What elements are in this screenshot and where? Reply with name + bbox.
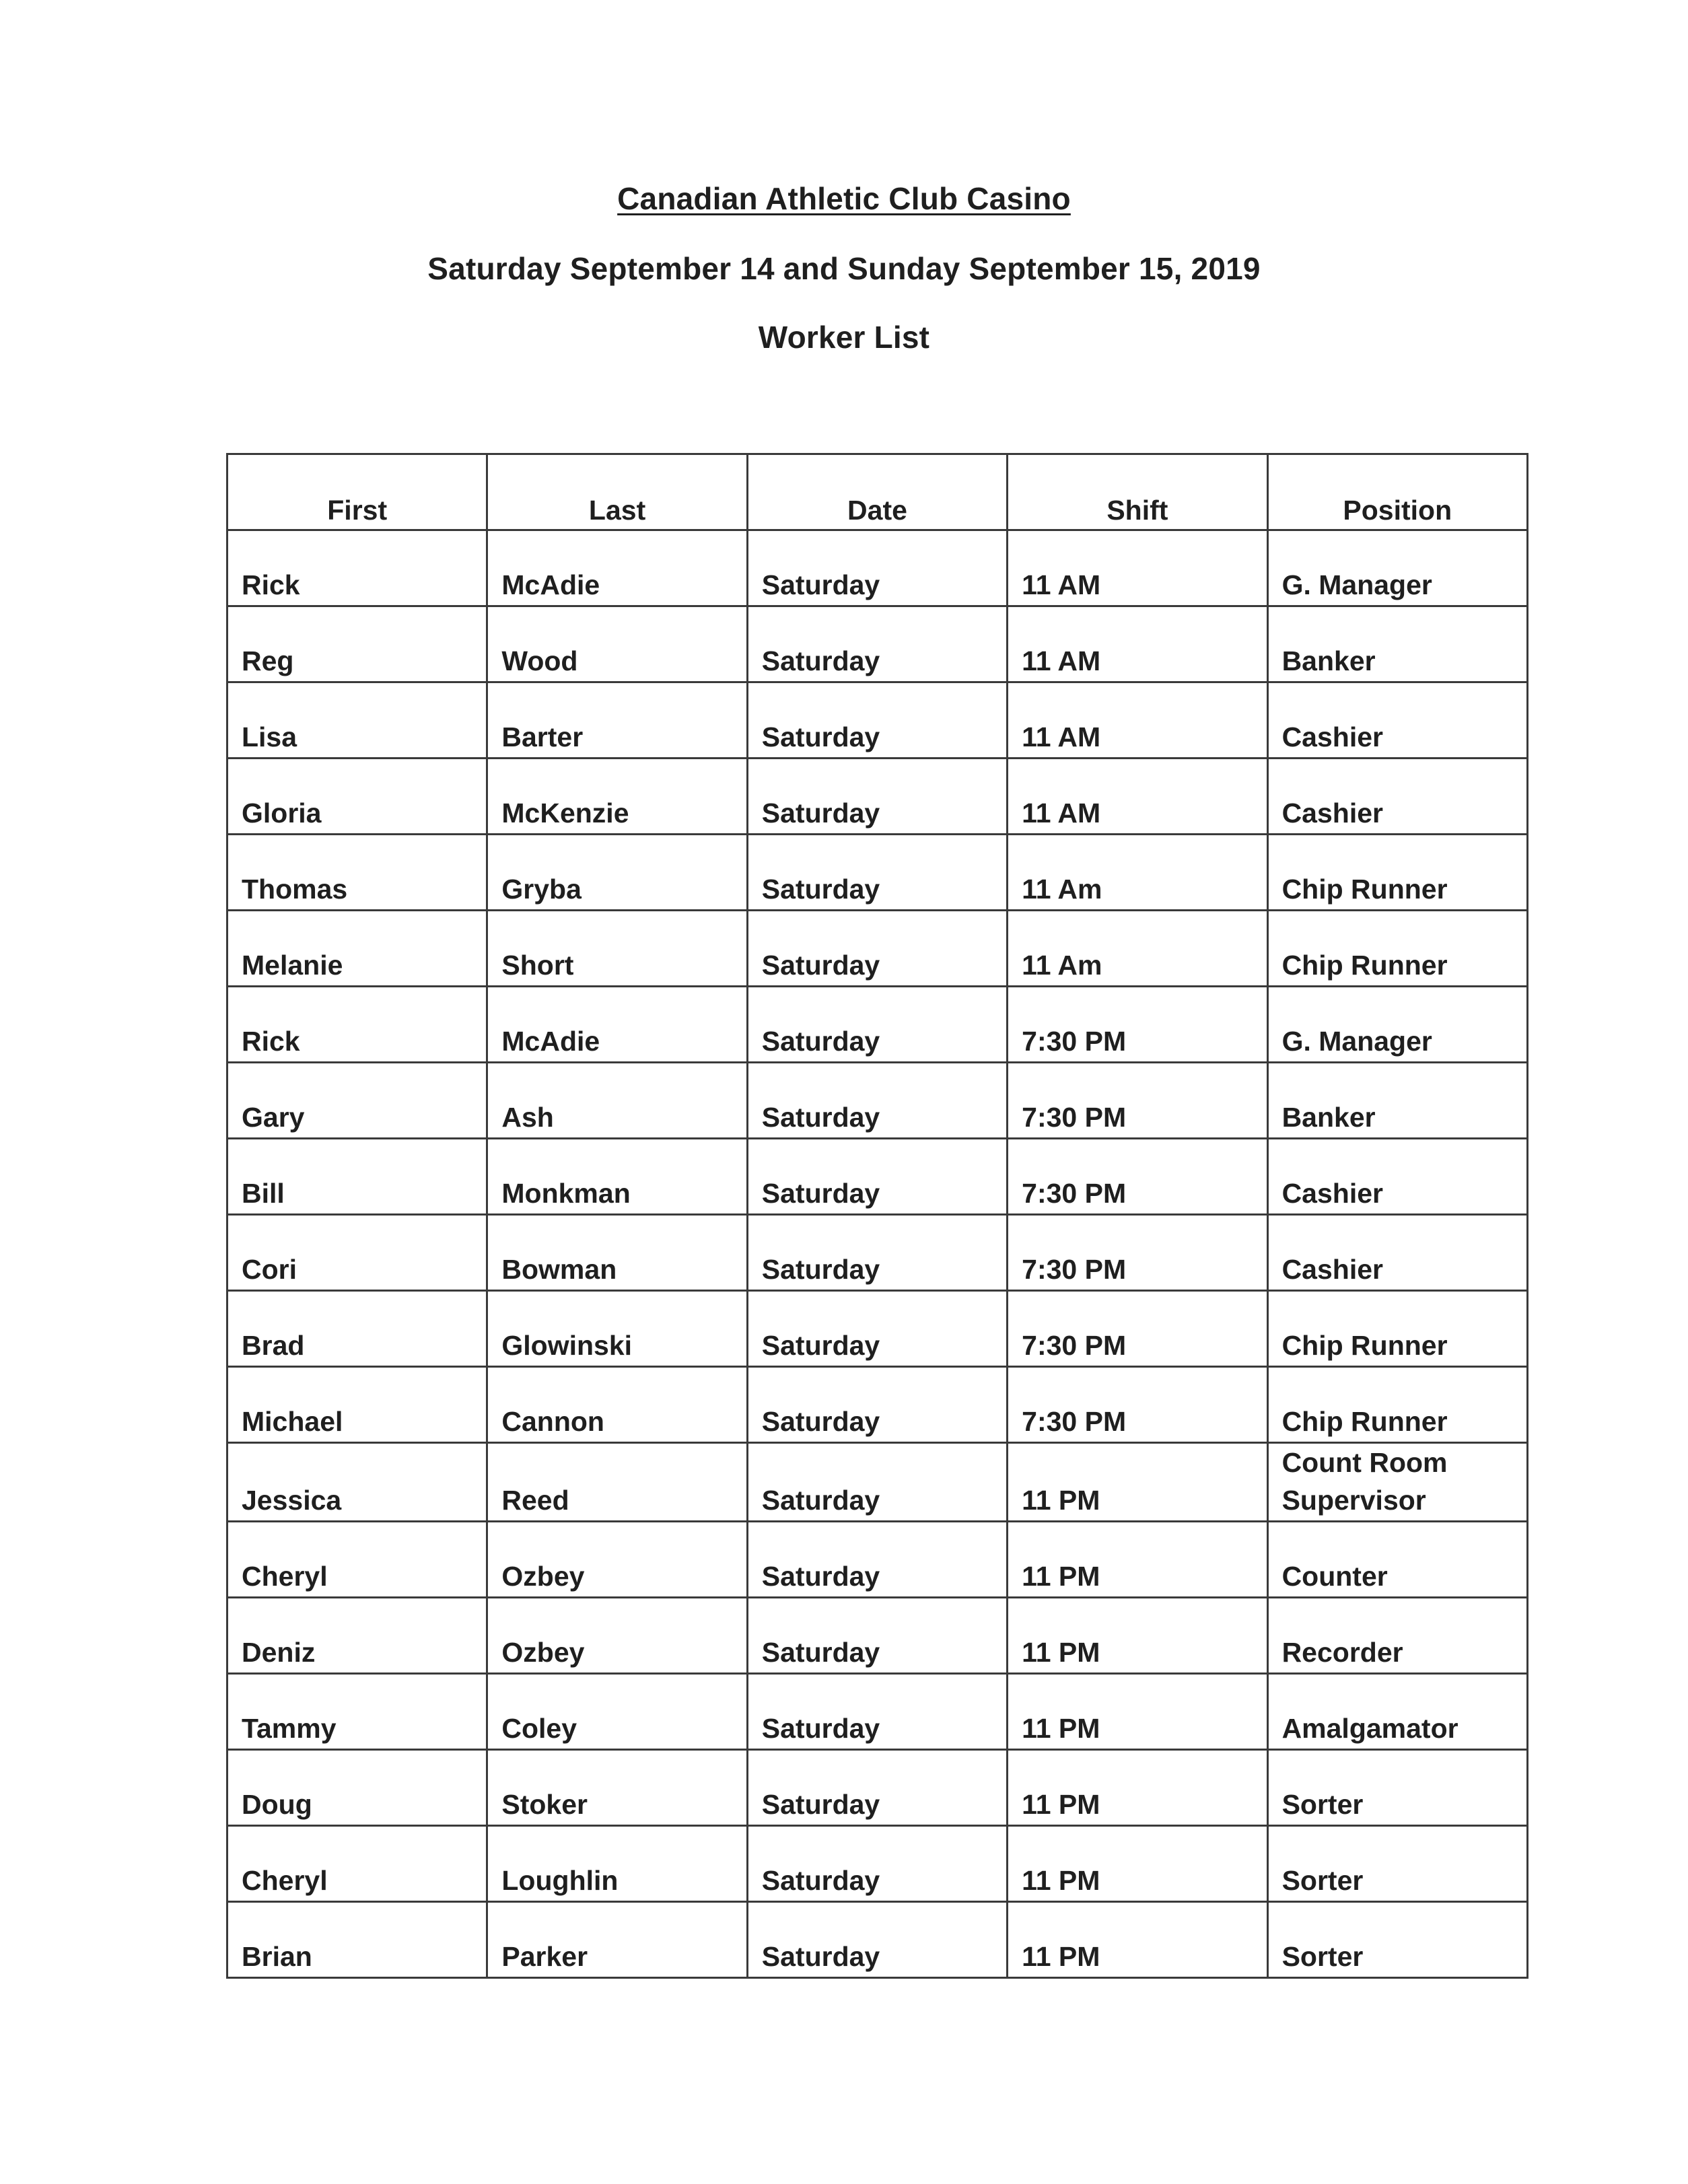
shift-cell: 11 AM — [1008, 606, 1267, 682]
position-cell: Cashier — [1267, 682, 1527, 759]
first-name-cell: Doug — [227, 1750, 487, 1826]
shift-cell: 7:30 PM — [1008, 987, 1267, 1063]
date-cell: Saturday — [747, 1522, 1007, 1598]
first-name-cell: Jessica — [227, 1443, 487, 1522]
first-name-cell: Rick — [227, 530, 487, 606]
date-cell: Saturday — [747, 1902, 1007, 1978]
position-cell: Chip Runner — [1267, 1367, 1527, 1443]
last-name-cell: Wood — [487, 606, 747, 682]
shift-cell: 11 PM — [1008, 1750, 1267, 1826]
column-header-first: First — [227, 454, 487, 530]
shift-cell: 11 PM — [1008, 1674, 1267, 1750]
column-header-last: Last — [487, 454, 747, 530]
first-name-cell: Lisa — [227, 682, 487, 759]
shift-cell: 11 Am — [1008, 835, 1267, 911]
document-subtitle: Saturday September 14 and Sunday September 15, 2019 — [427, 251, 1261, 286]
table-row — [227, 835, 1528, 911]
first-name-cell: Cori — [227, 1215, 487, 1291]
shift-cell: 7:30 PM — [1008, 1291, 1267, 1367]
position-cell: Amalgamator — [1267, 1674, 1527, 1750]
first-name-cell: Michael — [227, 1367, 487, 1443]
table-row — [227, 1902, 1528, 1978]
first-name-cell: Brian — [227, 1902, 487, 1978]
last-name-cell: Stoker — [487, 1750, 747, 1826]
first-name-cell: Gary — [227, 1063, 487, 1139]
first-name-cell: Deniz — [227, 1598, 487, 1674]
table-row — [227, 1139, 1528, 1215]
table-row — [227, 606, 1528, 682]
position-cell: Chip Runner — [1267, 835, 1527, 911]
worker-rows — [227, 530, 1528, 1978]
table-row — [227, 1443, 1528, 1522]
position-cell: Sorter — [1267, 1902, 1527, 1978]
position-cell: Cashier — [1267, 1215, 1527, 1291]
shift-cell: 7:30 PM — [1008, 1215, 1267, 1291]
table-row — [227, 1826, 1528, 1902]
shift-cell: 11 Am — [1008, 911, 1267, 987]
shift-cell: 11 PM — [1008, 1598, 1267, 1674]
table-header-row — [227, 454, 1528, 530]
last-name-cell: Barter — [487, 682, 747, 759]
shift-cell: 11 PM — [1008, 1826, 1267, 1902]
last-name-cell: Gryba — [487, 835, 747, 911]
table-row — [227, 1367, 1528, 1443]
date-cell: Saturday — [747, 1215, 1007, 1291]
table-row — [227, 530, 1528, 606]
shift-cell: 11 PM — [1008, 1902, 1267, 1978]
table-row — [227, 1674, 1528, 1750]
date-cell: Saturday — [747, 835, 1007, 911]
last-name-cell: Coley — [487, 1674, 747, 1750]
position-cell: Cashier — [1267, 1139, 1527, 1215]
date-cell: Saturday — [747, 759, 1007, 835]
last-name-cell: McAdie — [487, 987, 747, 1063]
shift-cell: 7:30 PM — [1008, 1367, 1267, 1443]
last-name-cell: Short — [487, 911, 747, 987]
first-name-cell: Thomas — [227, 835, 487, 911]
date-cell: Saturday — [747, 1750, 1007, 1826]
date-cell: Saturday — [747, 1139, 1007, 1215]
column-header-shift: Shift — [1008, 454, 1267, 530]
last-name-cell: McAdie — [487, 530, 747, 606]
position-cell: G. Manager — [1267, 987, 1527, 1063]
shift-cell: 11 AM — [1008, 530, 1267, 606]
position-cell: Sorter — [1267, 1826, 1527, 1902]
last-name-cell: Ozbey — [487, 1522, 747, 1598]
table-row — [227, 682, 1528, 759]
first-name-cell: Rick — [227, 987, 487, 1063]
first-name-cell: Bill — [227, 1139, 487, 1215]
position-cell: Banker — [1267, 606, 1527, 682]
shift-cell: 7:30 PM — [1008, 1063, 1267, 1139]
date-cell: Saturday — [747, 1598, 1007, 1674]
position-cell: G. Manager — [1267, 530, 1527, 606]
position-cell: Cashier — [1267, 759, 1527, 835]
date-cell: Saturday — [747, 987, 1007, 1063]
last-name-cell: Glowinski — [487, 1291, 747, 1367]
first-name-cell: Melanie — [227, 911, 487, 987]
last-name-cell: Ozbey — [487, 1598, 747, 1674]
document-title: Canadian Athletic Club Casino — [617, 181, 1071, 216]
last-name-cell: Reed — [487, 1443, 747, 1522]
position-cell: Chip Runner — [1267, 911, 1527, 987]
shift-cell: 11 AM — [1008, 682, 1267, 759]
last-name-cell: Monkman — [487, 1139, 747, 1215]
table-row — [227, 1063, 1528, 1139]
table-row — [227, 987, 1528, 1063]
column-header-date: Date — [747, 454, 1007, 530]
date-cell: Saturday — [747, 682, 1007, 759]
last-name-cell: Loughlin — [487, 1826, 747, 1902]
first-name-cell: Gloria — [227, 759, 487, 835]
last-name-cell: Bowman — [487, 1215, 747, 1291]
position-cell: Sorter — [1267, 1750, 1527, 1826]
date-cell: Saturday — [747, 1291, 1007, 1367]
table-row — [227, 1522, 1528, 1598]
first-name-cell: Cheryl — [227, 1826, 487, 1902]
position-cell: Chip Runner — [1267, 1291, 1527, 1367]
table-row — [227, 1598, 1528, 1674]
date-cell: Saturday — [747, 1367, 1007, 1443]
shift-cell: 11 AM — [1008, 759, 1267, 835]
worker-table — [226, 453, 1528, 1979]
table-row — [227, 1291, 1528, 1367]
position-cell: Recorder — [1267, 1598, 1527, 1674]
first-name-cell: Brad — [227, 1291, 487, 1367]
last-name-cell: Ash — [487, 1063, 747, 1139]
date-cell: Saturday — [747, 1674, 1007, 1750]
table-row — [227, 1750, 1528, 1826]
position-cell: Banker — [1267, 1063, 1527, 1139]
first-name-cell: Tammy — [227, 1674, 487, 1750]
position-cell: Count Room Supervisor — [1267, 1443, 1527, 1522]
table-row — [227, 759, 1528, 835]
date-cell: Saturday — [747, 530, 1007, 606]
list-name: Worker List — [758, 320, 930, 355]
first-name-cell: Cheryl — [227, 1522, 487, 1598]
column-header-position: Position — [1267, 454, 1527, 530]
shift-cell: 11 PM — [1008, 1443, 1267, 1522]
table-row — [227, 1215, 1528, 1291]
shift-cell: 11 PM — [1008, 1522, 1267, 1598]
date-cell: Saturday — [747, 1063, 1007, 1139]
date-cell: Saturday — [747, 911, 1007, 987]
shift-cell: 7:30 PM — [1008, 1139, 1267, 1215]
table-row — [227, 911, 1528, 987]
date-cell: Saturday — [747, 1443, 1007, 1522]
date-cell: Saturday — [747, 1826, 1007, 1902]
position-cell: Counter — [1267, 1522, 1527, 1598]
last-name-cell: McKenzie — [487, 759, 747, 835]
first-name-cell: Reg — [227, 606, 487, 682]
date-cell: Saturday — [747, 606, 1007, 682]
last-name-cell: Parker — [487, 1902, 747, 1978]
last-name-cell: Cannon — [487, 1367, 747, 1443]
